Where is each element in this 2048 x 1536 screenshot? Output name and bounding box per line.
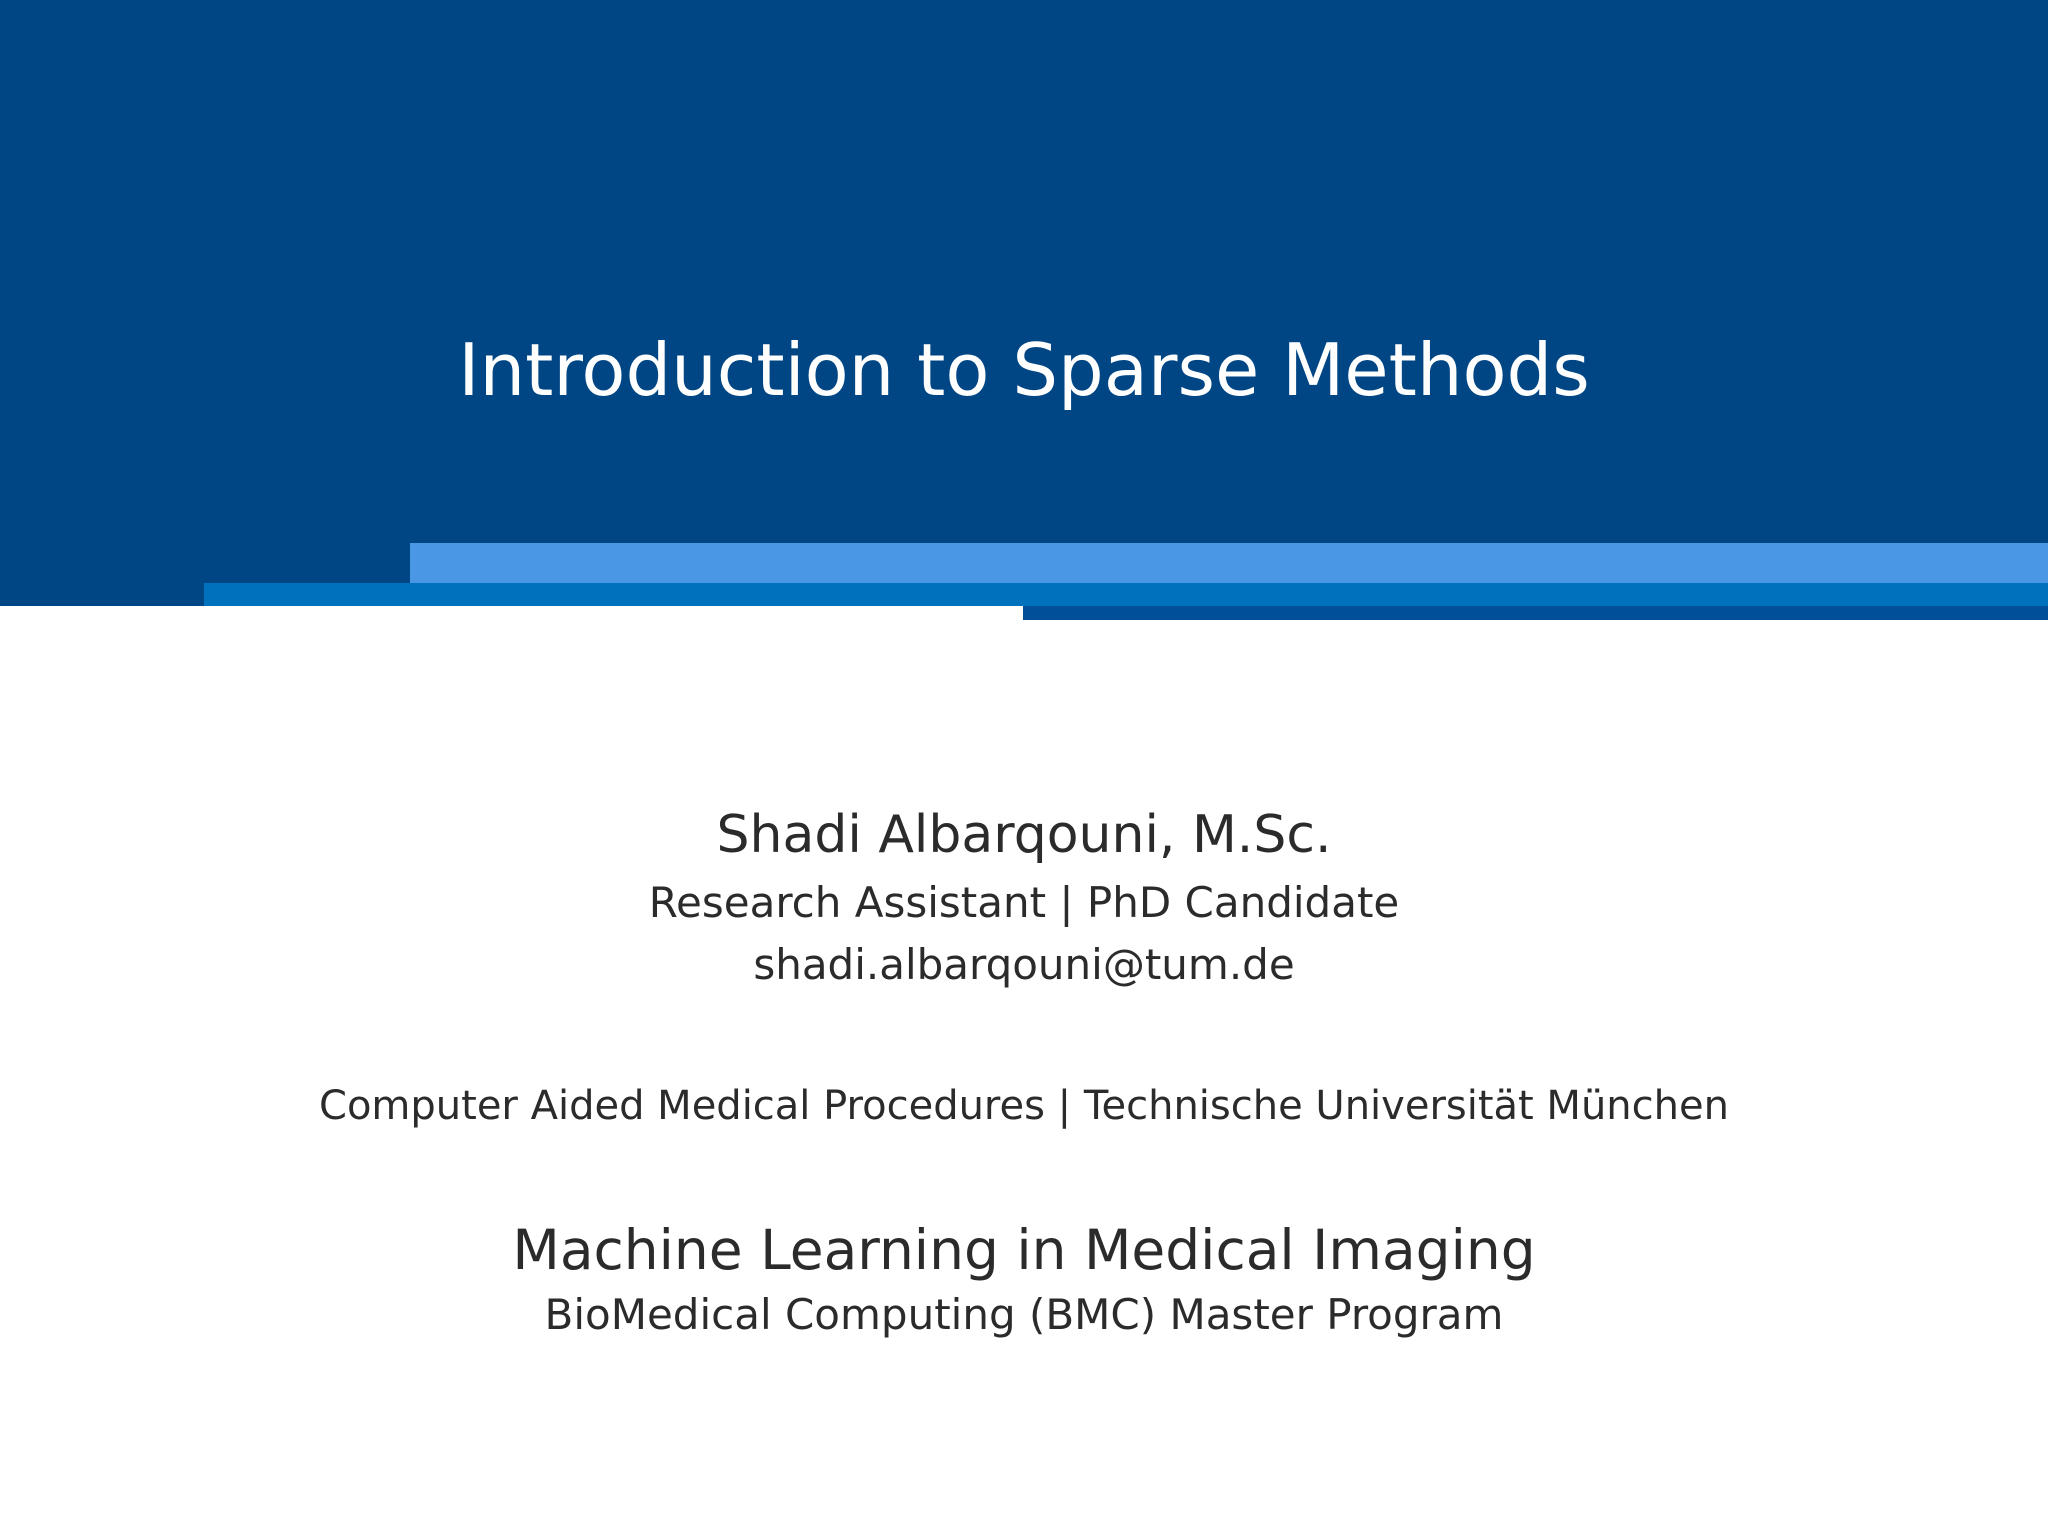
header-stripe-dark xyxy=(1023,606,2048,620)
header-band xyxy=(0,0,2048,606)
header-stripe-mid xyxy=(204,583,2048,606)
header-stripe-light xyxy=(410,543,2048,583)
author-name: Shadi Albarqouni, M.Sc. xyxy=(716,805,1332,865)
course-title: Machine Learning in Medical Imaging xyxy=(512,1218,1536,1282)
program-name: BioMedical Computing (BMC) Master Program xyxy=(544,1290,1504,1339)
institute: Computer Aided Medical Procedures | Technische Universität München xyxy=(319,1083,1729,1129)
author-role: Research Assistant | PhD Candidate xyxy=(648,878,1400,927)
slide-title: Introduction to Sparse Methods xyxy=(458,328,1590,412)
author-email: shadi.albarqouni@tum.de xyxy=(753,940,1295,989)
